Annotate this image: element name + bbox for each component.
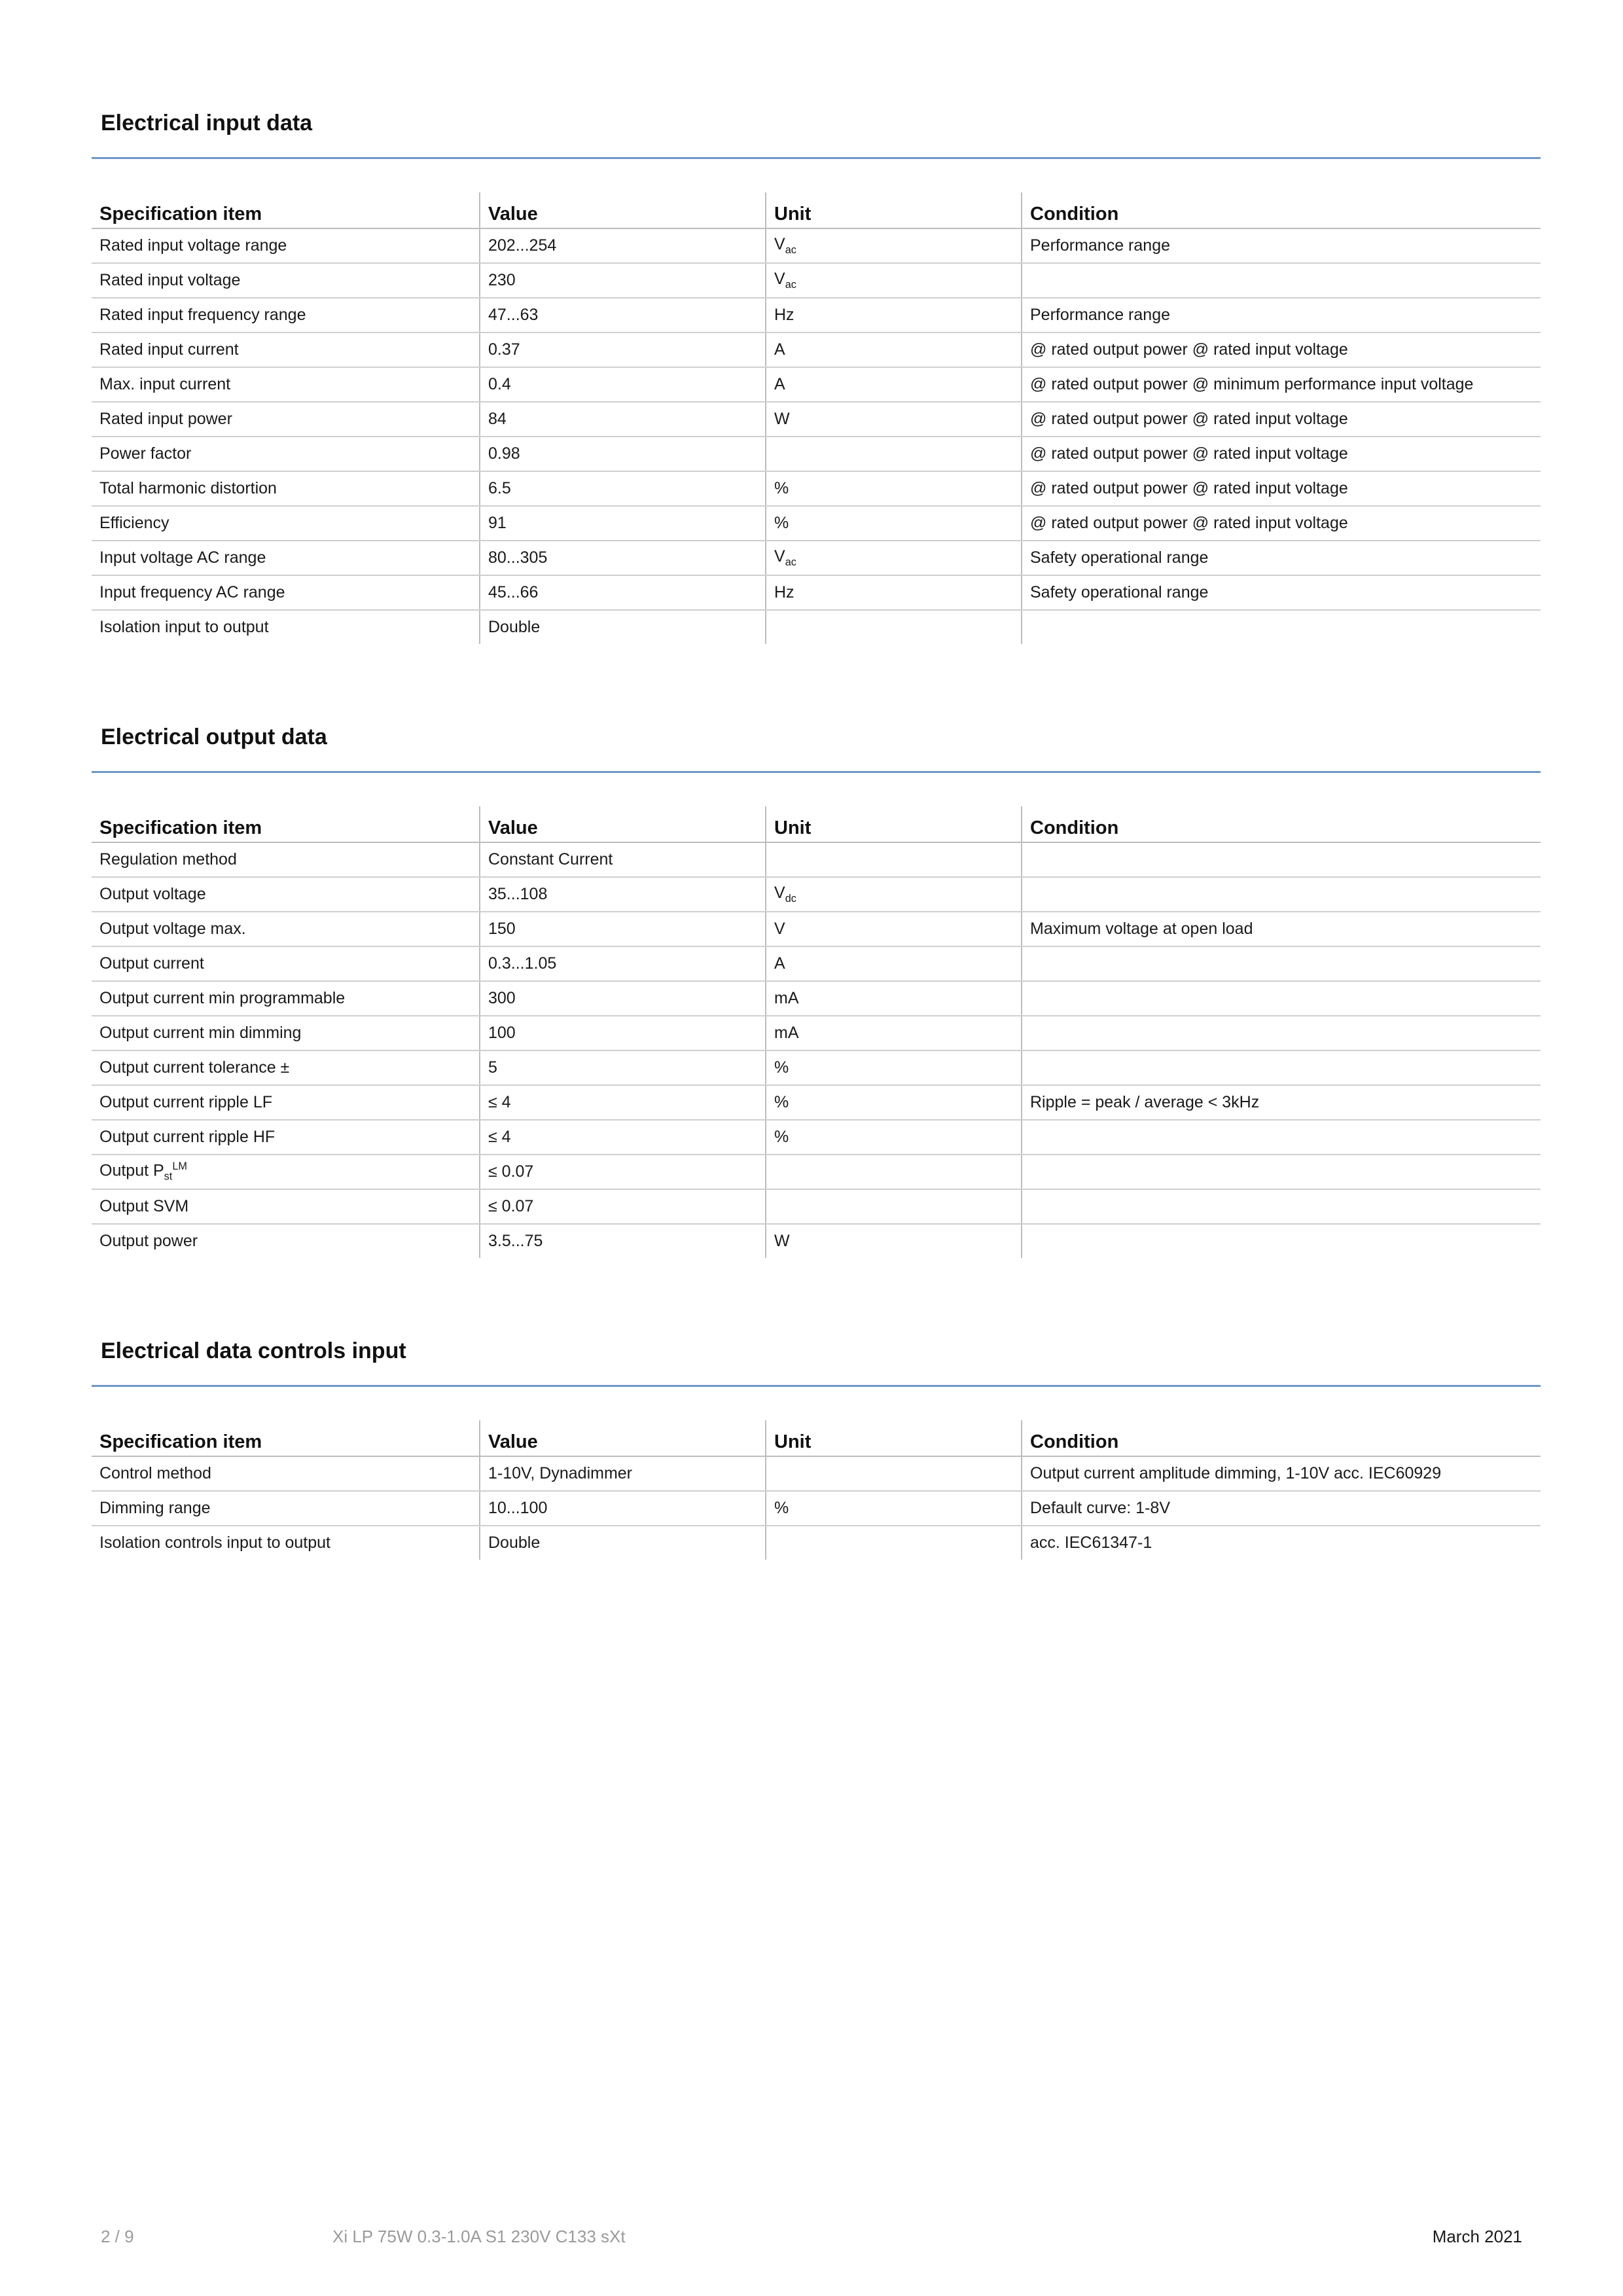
cell-unit bbox=[766, 1224, 1022, 1258]
section-title: Electrical data controls input bbox=[101, 1338, 406, 1363]
cell-condition bbox=[1022, 946, 1541, 981]
cell-condition: @ rated output power @ rated input voltage bbox=[1022, 402, 1541, 437]
cell-unit bbox=[766, 1491, 1022, 1526]
item-text: Rated input voltage range bbox=[99, 236, 287, 255]
cell-specification-item bbox=[92, 506, 480, 541]
table-row bbox=[92, 1526, 1541, 1560]
item-subscript: st bbox=[164, 1170, 173, 1183]
cell-condition: Default curve: 1-8V bbox=[1022, 1491, 1541, 1526]
cell-condition: @ rated output power @ rated input voltage bbox=[1022, 506, 1541, 541]
unit-text: Hz bbox=[774, 306, 794, 324]
item-text: Output voltage max. bbox=[99, 920, 246, 938]
item-text: Output current min dimming bbox=[99, 1024, 302, 1042]
table-row bbox=[92, 332, 1541, 367]
cell-condition: @ rated output power @ minimum performance input voltage bbox=[1022, 367, 1541, 402]
unit-text: % bbox=[774, 1499, 789, 1517]
item-text: Total harmonic distortion bbox=[99, 479, 277, 497]
cell-unit bbox=[766, 1016, 1022, 1050]
column-header-condition: Condition bbox=[1022, 806, 1541, 842]
table-row bbox=[92, 228, 1541, 263]
table-row bbox=[92, 842, 1541, 877]
item-text: Dimming range bbox=[99, 1499, 211, 1517]
cell-condition: Ripple = peak / average < 3kHz bbox=[1022, 1085, 1541, 1120]
cell-specification-item bbox=[92, 1491, 480, 1526]
unit-text: V bbox=[774, 884, 785, 902]
cell-unit bbox=[766, 263, 1022, 298]
item-text: Input voltage AC range bbox=[99, 548, 266, 567]
table-row bbox=[92, 610, 1541, 644]
table-row bbox=[92, 877, 1541, 912]
table-row bbox=[92, 1491, 1541, 1526]
table-row bbox=[92, 1189, 1541, 1224]
cell-specification-item bbox=[92, 610, 480, 644]
cell-specification-item bbox=[92, 263, 480, 298]
table-row bbox=[92, 981, 1541, 1016]
table-row bbox=[92, 402, 1541, 437]
table-row bbox=[92, 946, 1541, 981]
cell-condition: Output current amplitude dimming, 1-10V acc. IEC60929 bbox=[1022, 1456, 1541, 1491]
table-header-row bbox=[92, 806, 1541, 842]
cell-value: 230 bbox=[480, 263, 766, 298]
cell-condition bbox=[1022, 1120, 1541, 1155]
cell-specification-item bbox=[92, 1526, 480, 1560]
item-text: Output current ripple HF bbox=[99, 1128, 276, 1146]
unit-text: W bbox=[774, 1232, 790, 1250]
column-header-item: Specification item bbox=[92, 1420, 480, 1456]
table-row bbox=[92, 1456, 1541, 1491]
cell-specification-item bbox=[92, 912, 480, 946]
cell-value: 91 bbox=[480, 506, 766, 541]
cell-condition bbox=[1022, 981, 1541, 1016]
cell-value: ≤ 4 bbox=[480, 1120, 766, 1155]
unit-text: Hz bbox=[774, 583, 794, 601]
spec-table-controls bbox=[92, 1420, 1541, 1560]
unit-subscript: ac bbox=[785, 556, 796, 568]
item-text: Max. input current bbox=[99, 375, 231, 393]
item-text: Rated input frequency range bbox=[99, 306, 306, 324]
unit-text: % bbox=[774, 514, 789, 532]
cell-value: 6.5 bbox=[480, 471, 766, 506]
table-row bbox=[92, 1155, 1541, 1189]
unit-text: W bbox=[774, 410, 790, 428]
cell-specification-item bbox=[92, 1120, 480, 1155]
cell-condition: Safety operational range bbox=[1022, 541, 1541, 575]
cell-unit bbox=[766, 575, 1022, 610]
cell-value: 0.37 bbox=[480, 332, 766, 367]
cell-specification-item bbox=[92, 1050, 480, 1085]
cell-value: ≤ 0.07 bbox=[480, 1155, 766, 1189]
unit-text: % bbox=[774, 1058, 789, 1077]
unit-text: % bbox=[774, 1093, 789, 1111]
item-text: Output current min programmable bbox=[99, 989, 346, 1007]
cell-value: 3.5...75 bbox=[480, 1224, 766, 1258]
table-row bbox=[92, 1224, 1541, 1258]
unit-text: % bbox=[774, 1128, 789, 1146]
cell-value: ≤ 4 bbox=[480, 1085, 766, 1120]
table-row bbox=[92, 541, 1541, 575]
table-row bbox=[92, 1085, 1541, 1120]
table-row bbox=[92, 1050, 1541, 1085]
cell-condition: Performance range bbox=[1022, 298, 1541, 332]
item-text: Power factor bbox=[99, 444, 192, 463]
unit-text: A bbox=[774, 954, 785, 973]
cell-value: 300 bbox=[480, 981, 766, 1016]
unit-text: V bbox=[774, 235, 785, 253]
cell-condition bbox=[1022, 1016, 1541, 1050]
item-text: Output P bbox=[99, 1161, 164, 1180]
cell-specification-item bbox=[92, 367, 480, 402]
table-row bbox=[92, 437, 1541, 471]
cell-specification-item bbox=[92, 1224, 480, 1258]
cell-condition bbox=[1022, 1189, 1541, 1224]
cell-condition: @ rated output power @ rated input voltage bbox=[1022, 332, 1541, 367]
cell-value: 1-10V, Dynadimmer bbox=[480, 1456, 766, 1491]
table-row bbox=[92, 506, 1541, 541]
cell-value: Double bbox=[480, 1526, 766, 1560]
cell-specification-item bbox=[92, 877, 480, 912]
cell-unit bbox=[766, 877, 1022, 912]
cell-unit bbox=[766, 1526, 1022, 1560]
cell-condition bbox=[1022, 263, 1541, 298]
item-text: Output SVM bbox=[99, 1197, 189, 1215]
cell-value: 202...254 bbox=[480, 228, 766, 263]
cell-specification-item bbox=[92, 402, 480, 437]
cell-specification-item bbox=[92, 298, 480, 332]
column-header-unit: Unit bbox=[766, 192, 1022, 228]
cell-value: 0.4 bbox=[480, 367, 766, 402]
item-text: Output voltage bbox=[99, 885, 206, 903]
cell-value: 80...305 bbox=[480, 541, 766, 575]
cell-unit bbox=[766, 506, 1022, 541]
footer-page-number: 2 / 9 bbox=[101, 2227, 134, 2246]
cell-specification-item bbox=[92, 228, 480, 263]
cell-unit bbox=[766, 610, 1022, 644]
footer-date: March 2021 bbox=[1432, 2227, 1522, 2246]
cell-unit bbox=[766, 1456, 1022, 1491]
section-title: Electrical input data bbox=[101, 111, 313, 135]
item-text: Rated input voltage bbox=[99, 271, 241, 289]
cell-unit bbox=[766, 1189, 1022, 1224]
cell-value: 0.98 bbox=[480, 437, 766, 471]
cell-value: Double bbox=[480, 610, 766, 644]
cell-condition bbox=[1022, 1155, 1541, 1189]
cell-value: 150 bbox=[480, 912, 766, 946]
cell-condition: @ rated output power @ rated input voltage bbox=[1022, 437, 1541, 471]
section-title: Electrical output data bbox=[101, 725, 327, 749]
column-header-unit: Unit bbox=[766, 1420, 1022, 1456]
item-text: Output power bbox=[99, 1232, 198, 1250]
table-row bbox=[92, 471, 1541, 506]
spec-table-output bbox=[92, 806, 1541, 1258]
cell-specification-item bbox=[92, 437, 480, 471]
item-text: Isolation controls input to output bbox=[99, 1534, 331, 1552]
table-header-row bbox=[92, 1420, 1541, 1456]
item-text: Isolation input to output bbox=[99, 618, 269, 636]
cell-unit bbox=[766, 367, 1022, 402]
cell-condition bbox=[1022, 1224, 1541, 1258]
cell-condition bbox=[1022, 1050, 1541, 1085]
cell-specification-item bbox=[92, 332, 480, 367]
table-row bbox=[92, 575, 1541, 610]
unit-text: A bbox=[774, 375, 785, 393]
item-text: Output current tolerance ± bbox=[99, 1058, 290, 1077]
unit-subscript: ac bbox=[785, 244, 796, 256]
table-row bbox=[92, 263, 1541, 298]
cell-value: 35...108 bbox=[480, 877, 766, 912]
cell-specification-item bbox=[92, 541, 480, 575]
unit-text: mA bbox=[774, 1024, 799, 1042]
cell-specification-item bbox=[92, 842, 480, 877]
item-text: Output current bbox=[99, 954, 204, 973]
cell-unit bbox=[766, 912, 1022, 946]
table-row bbox=[92, 1120, 1541, 1155]
table-row bbox=[92, 912, 1541, 946]
table-row bbox=[92, 298, 1541, 332]
column-header-condition: Condition bbox=[1022, 1420, 1541, 1456]
cell-condition: Performance range bbox=[1022, 228, 1541, 263]
cell-unit bbox=[766, 842, 1022, 877]
cell-unit bbox=[766, 471, 1022, 506]
item-text: Efficiency bbox=[99, 514, 169, 532]
cell-value: 5 bbox=[480, 1050, 766, 1085]
item-text: Input frequency AC range bbox=[99, 583, 285, 601]
cell-specification-item bbox=[92, 1189, 480, 1224]
table-row bbox=[92, 1016, 1541, 1050]
cell-unit bbox=[766, 228, 1022, 263]
cell-condition bbox=[1022, 877, 1541, 912]
cell-specification-item bbox=[92, 1456, 480, 1491]
item-text: Rated input power bbox=[99, 410, 232, 428]
cell-condition: Maximum voltage at open load bbox=[1022, 912, 1541, 946]
cell-value: 10...100 bbox=[480, 1491, 766, 1526]
cell-specification-item bbox=[92, 1085, 480, 1120]
column-header-unit: Unit bbox=[766, 806, 1022, 842]
cell-value: 100 bbox=[480, 1016, 766, 1050]
unit-subscript: dc bbox=[785, 893, 796, 905]
cell-unit bbox=[766, 541, 1022, 575]
unit-text: % bbox=[774, 479, 789, 497]
unit-text: V bbox=[774, 270, 785, 288]
item-text: Regulation method bbox=[99, 850, 237, 869]
unit-text: A bbox=[774, 340, 785, 359]
cell-specification-item bbox=[92, 946, 480, 981]
unit-text: V bbox=[774, 920, 785, 938]
cell-unit bbox=[766, 298, 1022, 332]
unit-text: mA bbox=[774, 989, 799, 1007]
spec-table-input bbox=[92, 192, 1541, 644]
cell-specification-item bbox=[92, 471, 480, 506]
table-row bbox=[92, 367, 1541, 402]
table-header-row bbox=[92, 192, 1541, 228]
cell-specification-item bbox=[92, 1155, 480, 1189]
column-header-value: Value bbox=[480, 192, 766, 228]
item-text: Control method bbox=[99, 1464, 211, 1482]
cell-unit bbox=[766, 1050, 1022, 1085]
cell-value: 47...63 bbox=[480, 298, 766, 332]
cell-condition bbox=[1022, 610, 1541, 644]
column-header-item: Specification item bbox=[92, 192, 480, 228]
cell-value: ≤ 0.07 bbox=[480, 1189, 766, 1224]
column-header-item: Specification item bbox=[92, 806, 480, 842]
item-text: Output current ripple LF bbox=[99, 1093, 273, 1111]
cell-unit bbox=[766, 981, 1022, 1016]
item-superscript: LM bbox=[172, 1160, 187, 1173]
cell-condition: acc. IEC61347-1 bbox=[1022, 1526, 1541, 1560]
section-divider bbox=[92, 1385, 1541, 1387]
cell-value: Constant Current bbox=[480, 842, 766, 877]
cell-specification-item bbox=[92, 575, 480, 610]
cell-condition: Safety operational range bbox=[1022, 575, 1541, 610]
column-header-value: Value bbox=[480, 1420, 766, 1456]
cell-condition: @ rated output power @ rated input voltage bbox=[1022, 471, 1541, 506]
cell-unit bbox=[766, 402, 1022, 437]
cell-value: 0.3...1.05 bbox=[480, 946, 766, 981]
footer-product-name: Xi LP 75W 0.3-1.0A S1 230V C133 sXt bbox=[332, 2227, 626, 2246]
cell-unit bbox=[766, 946, 1022, 981]
column-header-condition: Condition bbox=[1022, 192, 1541, 228]
cell-value: 45...66 bbox=[480, 575, 766, 610]
cell-value: 84 bbox=[480, 402, 766, 437]
cell-unit bbox=[766, 437, 1022, 471]
cell-unit bbox=[766, 332, 1022, 367]
cell-unit bbox=[766, 1120, 1022, 1155]
unit-text: V bbox=[774, 547, 785, 565]
cell-specification-item bbox=[92, 981, 480, 1016]
cell-unit bbox=[766, 1085, 1022, 1120]
cell-unit bbox=[766, 1155, 1022, 1189]
section-divider bbox=[92, 157, 1541, 159]
cell-specification-item bbox=[92, 1016, 480, 1050]
section-divider bbox=[92, 771, 1541, 773]
unit-subscript: ac bbox=[785, 279, 796, 291]
item-text: Rated input current bbox=[99, 340, 239, 359]
column-header-value: Value bbox=[480, 806, 766, 842]
cell-condition bbox=[1022, 842, 1541, 877]
